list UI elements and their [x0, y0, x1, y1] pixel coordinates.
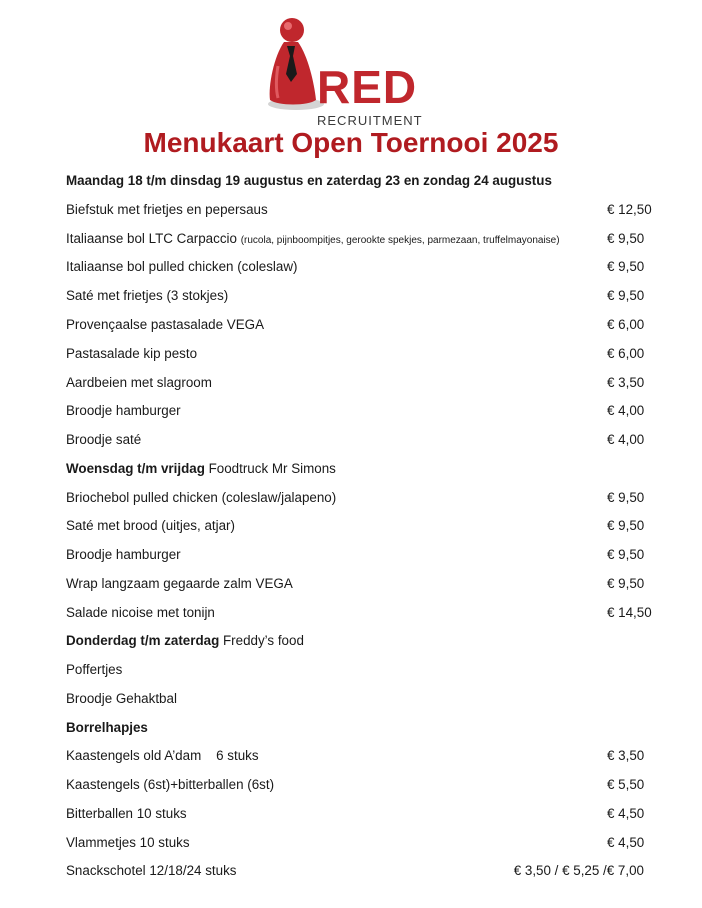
- item-note: (rucola, pijnboompitjes, gerookte spekjes, parmezaan, truffelmayonaise): [240, 235, 560, 246]
- page-title: Menukaart Open Toernooi 2025: [143, 127, 559, 158]
- section-heading-borrelhapjes: [66, 717, 656, 739]
- item-price: € 4,00: [607, 403, 645, 418]
- item-price: € 3,50 / € 5,25 /€ 7,00: [513, 863, 644, 878]
- pawn-mascot-icon: [264, 16, 324, 116]
- item-name: Broodje hamburger: [66, 403, 181, 418]
- menu-item: [66, 314, 656, 336]
- item-price: € 9,50: [607, 547, 645, 562]
- item-name: Snackschotel 12/18/24 stuks: [66, 863, 237, 878]
- menu-item: [66, 256, 656, 278]
- item-name: Vlammetjes 10 stuks: [66, 835, 190, 850]
- section-heading-weekend: [66, 170, 656, 192]
- item-name: Kaastengels (6st)+bitterballen (6st): [66, 777, 275, 792]
- item-name: Saté met frietjes (3 stokjes): [66, 288, 229, 303]
- menu-item: [66, 429, 656, 451]
- item-price: € 5,50: [607, 777, 645, 792]
- item-price: € 4,00: [607, 432, 645, 447]
- item-name: Saté met brood (uitjes, atjar): [66, 518, 235, 533]
- item-price: € 9,50: [607, 518, 645, 533]
- logo-wordmark: RED: [317, 61, 418, 113]
- menu-item: [66, 487, 656, 509]
- section-heading-vendor: Freddy’s food: [219, 633, 304, 648]
- item-name: Salade nicoise met tonijn: [66, 605, 215, 620]
- menu-item: [66, 285, 656, 307]
- menu-item: [66, 659, 656, 681]
- item-name: Broodje saté: [66, 432, 142, 447]
- item-name: Broodje Gehaktbal: [66, 691, 177, 706]
- section-heading-days: Donderdag t/m zaterdag: [66, 633, 220, 648]
- menu-item: [66, 573, 656, 595]
- item-price: € 12,50: [607, 202, 652, 217]
- menu-item: [66, 774, 656, 796]
- menu-item: [66, 544, 656, 566]
- menu-item: [66, 688, 656, 710]
- menu-item: [66, 803, 656, 825]
- menu-item: [66, 515, 656, 537]
- menu-item: [66, 860, 656, 882]
- menu-item: [66, 832, 656, 854]
- item-price: € 9,50: [607, 490, 645, 505]
- item-price: € 9,50: [607, 288, 645, 303]
- item-name: Briochebol pulled chicken (coleslaw/jalapeno): [66, 490, 337, 505]
- menu-item: [66, 228, 656, 250]
- item-name: Biefstuk met frietjes en pepersaus: [66, 202, 268, 217]
- menu-item: [66, 602, 656, 624]
- item-name: Broodje hamburger: [66, 547, 181, 562]
- item-price: € 14,50: [607, 605, 652, 620]
- menu-item: [66, 199, 656, 221]
- item-price: € 4,50: [607, 835, 645, 850]
- item-price: € 4,50: [607, 806, 645, 821]
- item-price: € 3,50: [607, 375, 645, 390]
- item-price: € 9,50: [607, 231, 645, 246]
- section-heading-freddys: [66, 630, 656, 652]
- item-name: Italiaanse bol LTC Carpaccio: [66, 231, 237, 246]
- item-name: Italiaanse bol pulled chicken (coleslaw): [66, 259, 298, 274]
- item-name: Kaastengels old A’dam 6 stuks: [66, 748, 259, 763]
- section-heading-text: Borrelhapjes: [66, 720, 148, 735]
- item-name: Wrap langzaam gegaarde zalm VEGA: [66, 576, 293, 591]
- item-name: Poffertjes: [66, 662, 123, 677]
- item-price: € 3,50: [607, 748, 645, 763]
- item-name: Provençaalse pastasalade VEGA: [66, 317, 265, 332]
- item-price: € 6,00: [607, 346, 645, 361]
- item-price: € 9,50: [607, 576, 645, 591]
- section-heading-foodtruck: [66, 458, 656, 480]
- menu-item: [66, 343, 656, 365]
- item-name: Bitterballen 10 stuks: [66, 806, 187, 821]
- menu-item: [66, 400, 656, 422]
- section-heading-days: Woensdag t/m vrijdag: [66, 461, 205, 476]
- item-price: € 9,50: [607, 259, 645, 274]
- red-recruitment-logo: [264, 16, 434, 128]
- section-heading-vendor: Foodtruck Mr Simons: [204, 461, 336, 476]
- section-heading-text: Maandag 18 t/m dinsdag 19 augustus en zaterdag 23 en zondag 24 augustus: [66, 173, 552, 188]
- logo-subtitle: RECRUITMENT: [317, 113, 423, 128]
- item-name: Aardbeien met slagroom: [66, 375, 212, 390]
- item-price: € 6,00: [607, 317, 645, 332]
- menu-item: [66, 745, 656, 767]
- item-name: Pastasalade kip pesto: [66, 346, 198, 361]
- menu-item: [66, 372, 656, 394]
